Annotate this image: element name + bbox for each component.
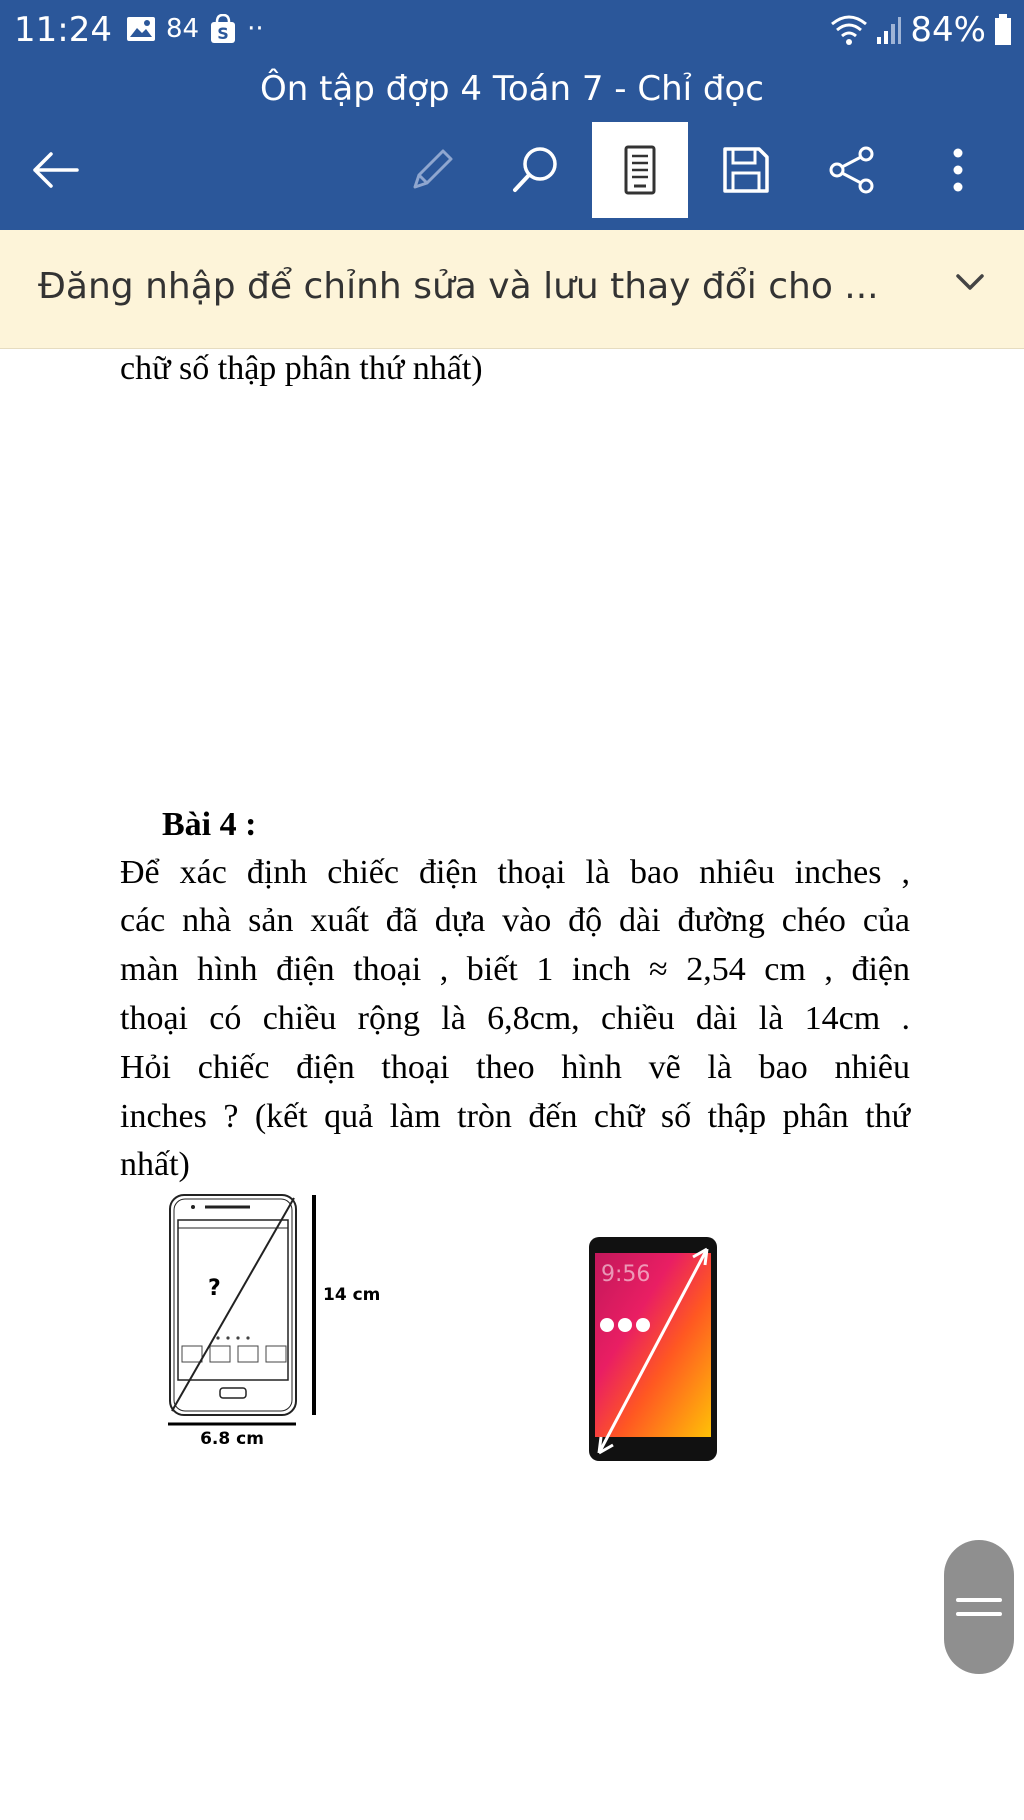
scroll-handle[interactable] <box>944 1540 1014 1674</box>
paragraph-line: Hỏi chiếc điện thoại theo hình vẽ là bao nhiêu <box>120 1049 910 1086</box>
shopping-bag-icon <box>209 14 237 44</box>
pencil-icon <box>407 145 457 195</box>
save-icon <box>721 145 771 195</box>
status-right <box>830 10 1012 50</box>
status-notifications <box>126 14 264 44</box>
status-bar <box>0 0 1024 60</box>
back-button[interactable] <box>8 122 104 218</box>
wifi-icon <box>830 14 868 46</box>
paragraph-line: Để xác định chiếc điện thoại là bao nhiêu inches , <box>120 854 910 891</box>
photo-clock: 9:56 <box>601 1262 651 1287</box>
battery-percent: 84% <box>910 10 986 50</box>
save-button[interactable] <box>698 122 794 218</box>
chevron-down-icon[interactable] <box>954 270 986 294</box>
width-label: 6.8 cm <box>200 1429 264 1449</box>
sign-in-banner[interactable] <box>0 230 1024 349</box>
paragraph-line: inches ? (kết quả làm tròn đến chữ số thập phân thứ <box>120 1098 910 1135</box>
back-arrow-icon <box>31 150 81 190</box>
toolbar <box>0 118 1024 230</box>
more-options-button[interactable] <box>910 122 1006 218</box>
gallery-icon <box>126 16 156 42</box>
battery-icon <box>994 14 1012 46</box>
more-vertical-icon <box>948 145 968 195</box>
share-button[interactable] <box>804 122 900 218</box>
search-button[interactable] <box>488 122 584 218</box>
signal-icon <box>876 15 902 45</box>
previous-question-tail: chữ số thập phân thứ nhất) <box>120 350 483 387</box>
paragraph-line: màn hình điện thoại , biết 1 inch ≈ 2,54 cm , điện <box>120 951 910 988</box>
notification-count: 84 <box>166 14 200 44</box>
phone-photo-figure <box>585 1235 725 1465</box>
reading-view-icon <box>620 144 660 196</box>
edit-button[interactable] <box>384 122 480 218</box>
unknown-diagonal-label: ? <box>208 1276 221 1301</box>
height-label: 14 cm <box>323 1285 381 1305</box>
share-icon <box>826 144 878 196</box>
reading-view-button[interactable] <box>592 122 688 218</box>
paragraph-line: nhất) <box>120 1146 190 1183</box>
search-icon <box>510 144 562 196</box>
phone-sketch-figure <box>160 1190 410 1450</box>
paragraph-line: thoại có chiều rộng là 6,8cm, chiều dài là 14cm . <box>120 1000 910 1037</box>
paragraph-line: các nhà sản xuất đã dựa vào độ dài đường chéo của <box>120 902 910 939</box>
svg-text:S: S <box>217 24 229 43</box>
sign-in-message[interactable]: Đăng nhập để chỉnh sửa và lưu thay đổi cho ... <box>38 266 879 307</box>
document-title: Ôn tập đợp 4 Toán 7 - Chỉ đọc <box>0 60 1024 118</box>
more-notifications-dots: ·· <box>247 14 264 44</box>
drag-handle-icon <box>944 1540 1014 1674</box>
status-time: 11:24 <box>14 10 112 50</box>
exercise-heading: Bài 4 : <box>162 806 257 843</box>
